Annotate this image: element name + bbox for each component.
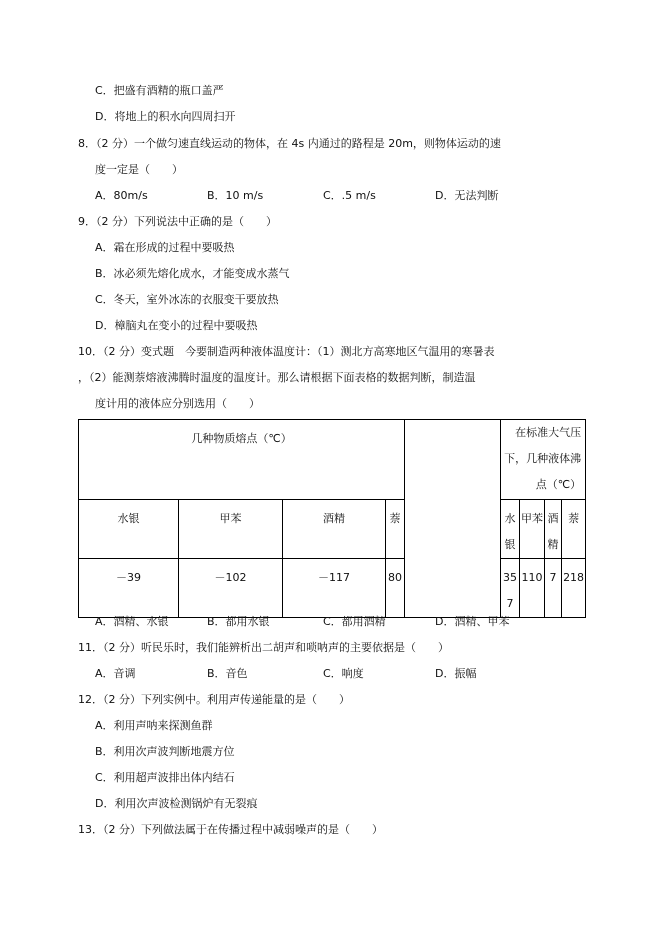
- boiling-val-toluene: 110: [520, 559, 545, 618]
- q8-option-c: C．.5 m/s: [323, 189, 376, 202]
- melting-col-toluene: 甲苯: [179, 500, 283, 559]
- q8-option-d: D．无法判断: [435, 189, 499, 202]
- q11-option-b: B．音色: [207, 667, 248, 680]
- q8-option-a: A．80m/s: [95, 189, 148, 202]
- melting-val-alcohol: －117: [283, 559, 386, 618]
- q10-option-a: A．酒精、水银: [95, 615, 169, 628]
- q9-stem: 9．（2 分）下列说法中正确的是（ ）: [78, 215, 277, 228]
- melting-val-naphthalene: 80: [386, 559, 405, 618]
- boiling-val-alcohol: 7: [545, 559, 562, 618]
- boiling-col-naphthalene: 萘: [562, 500, 586, 559]
- boiling-val-mercury: 357: [501, 559, 520, 618]
- boiling-col-alcohol: 酒精: [545, 500, 562, 559]
- melting-col-alcohol: 酒精: [283, 500, 386, 559]
- q9-option-d: D．樟脑丸在变小的过程中要吸热: [95, 319, 258, 332]
- q10-stem-line2: ，（2）能测萘熔液沸腾时温度的温度计。那么请根据下面表格的数据判断，制造温: [78, 371, 476, 384]
- melting-point-header: 几种物质熔点（℃）: [79, 420, 405, 500]
- q11-option-c: C．响度: [323, 667, 364, 680]
- q9-option-b: B．冰必须先熔化成水，才能变成水蒸气: [95, 267, 290, 280]
- q7-option-c: C．把盛有酒精的瓶口盖严: [95, 84, 224, 97]
- melting-val-mercury: －39: [79, 559, 179, 618]
- q12-option-b: B．利用次声波判断地震方位: [95, 745, 235, 758]
- q8-option-b: B．10 m/s: [207, 189, 264, 202]
- q7-option-d: D．将地上的积水向四周扫开: [95, 110, 236, 123]
- table-blank-cell: [405, 420, 501, 618]
- melting-col-naphthalene: 萘: [386, 500, 405, 559]
- q8-stem-line1: 8．（2 分）一个做匀速直线运动的物体，在 4s 内通过的路程是 20m，则物体运动的速: [78, 137, 501, 150]
- melting-val-toluene: －102: [179, 559, 283, 618]
- q12-option-c: C．利用超声波排出体内结石: [95, 771, 235, 784]
- boiling-point-header: 在标准大气压下，几种液体沸点（℃）: [501, 420, 586, 500]
- q9-option-a: A．霜在形成的过程中要吸热: [95, 241, 235, 254]
- q10-stem-line1: 10．（2 分）变式题 今要制造两种液体温度计：（1）测北方高寒地区气温用的寒暑表: [78, 345, 495, 358]
- q10-data-table: [78, 419, 586, 618]
- q12-stem: 12．（2 分）下列实例中。利用声传递能量的是（ ）: [78, 693, 350, 706]
- q12-option-a: A．利用声呐来探测鱼群: [95, 719, 213, 732]
- q11-option-d: D．振幅: [435, 667, 477, 680]
- q10-option-d: D．酒精、甲苯: [435, 615, 510, 628]
- q10-option-b: B．都用水银: [207, 615, 270, 628]
- boiling-val-naphthalene: 218: [562, 559, 586, 618]
- q13-stem: 13．（2 分）下列做法属于在传播过程中减弱噪声的是（ ）: [78, 823, 383, 836]
- boiling-col-toluene: 甲苯: [520, 500, 545, 559]
- q12-option-d: D．利用次声波检测锅炉有无裂痕: [95, 797, 258, 810]
- boiling-col-mercury: 水银: [501, 500, 520, 559]
- q9-option-c: C．冬天，室外冰冻的衣服变干要放热: [95, 293, 279, 306]
- melting-col-mercury: 水银: [79, 500, 179, 559]
- q10-option-c: C．都用酒精: [323, 615, 386, 628]
- q11-option-a: A．音调: [95, 667, 136, 680]
- q11-stem: 11．（2 分）听民乐时，我们能辨析出二胡声和唢呐声的主要依据是（ ）: [78, 641, 449, 654]
- q8-stem-line2: 度一定是（ ）: [95, 163, 183, 176]
- q10-stem-line3: 度计用的液体应分别选用（ ）: [95, 397, 260, 410]
